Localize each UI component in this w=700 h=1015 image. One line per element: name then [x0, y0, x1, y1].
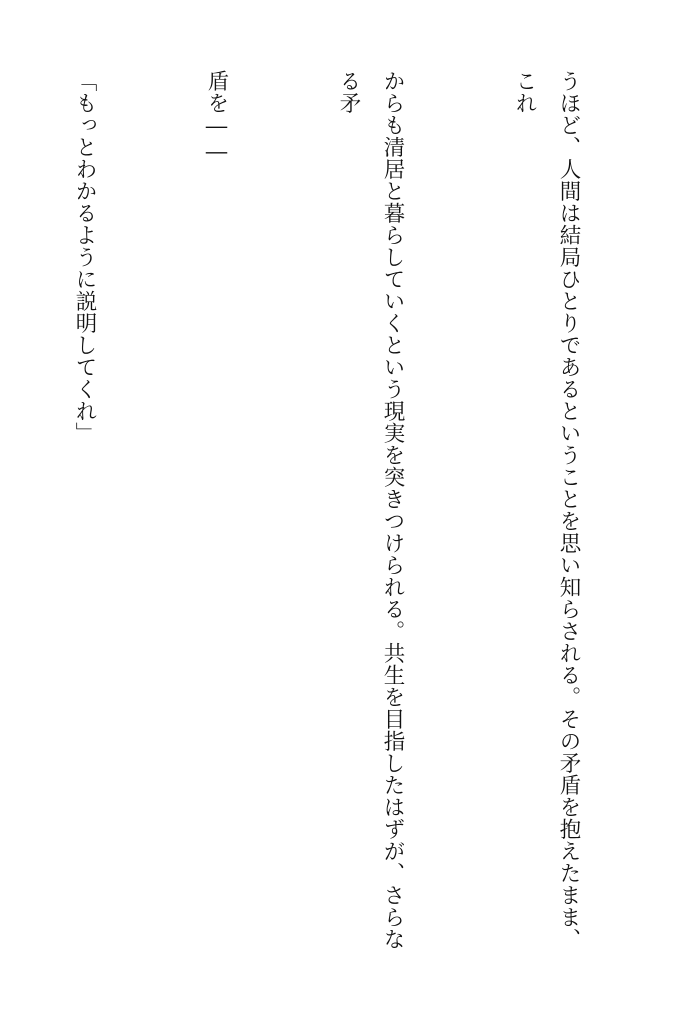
text-line: からも清居と暮らしていくという現実を突きつけられる。共生を目指したはずが、さらなる矛 — [336, 70, 405, 950]
text-line: 「もっとわかるように説明してくれ」 — [72, 70, 97, 444]
vertical-text-body — [0, 70, 678, 970]
text-line: 盾を―― — [204, 70, 229, 165]
text-line: うほど、人間は結局ひとりであるということを思い知らされる。その矛盾を抱えたまま、これ — [512, 70, 581, 950]
